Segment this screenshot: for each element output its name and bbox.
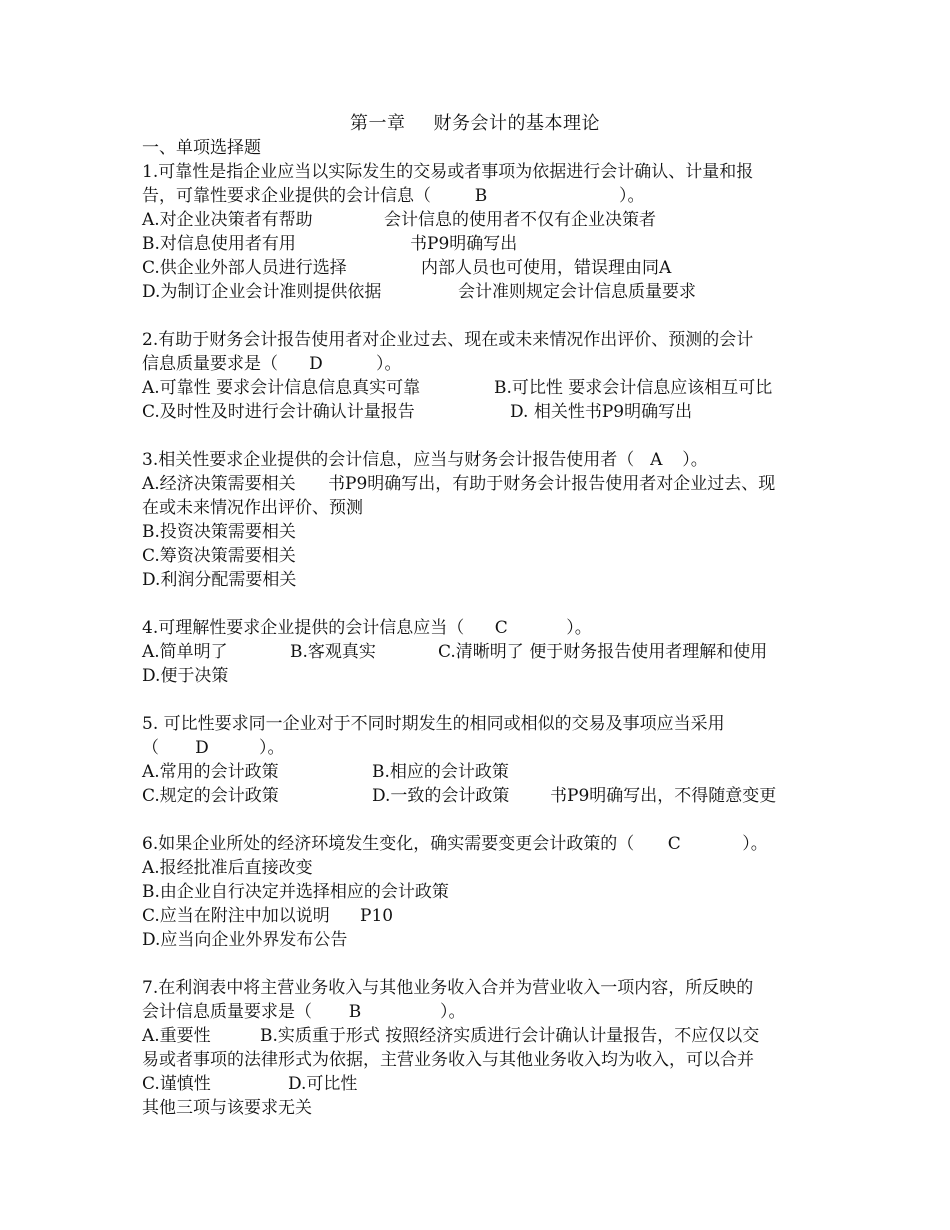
question-7-footnote: 其他三项与该要求无关 [142,1098,312,1118]
question-1-answer: B [474,186,488,206]
question-4-stem-text: 4.可理解性要求企业提供的会计信息应当（ [142,618,465,638]
option-text: B.对信息使用者有用 [142,234,296,254]
question-1-option-b [142,232,822,256]
question-4-answer: C [494,618,508,638]
chapter-name: 财务会计的基本理论 [433,113,600,134]
question-1-stem-line-2 [142,184,822,208]
question-3-option-d: D.利润分配需要相关 [142,570,297,590]
question-6-option-b: B.由企业自行决定并选择相应的会计政策 [142,882,449,902]
option-b: B.相应的会计政策 [372,762,509,782]
question-6-option-a: A.报经批准后直接改变 [142,858,313,878]
question-7-stem-text: 会计信息质量要求是（ [142,1002,312,1022]
question-5-stem-end: ）。 [259,738,285,758]
question-7-stem-end: ）。 [440,1002,466,1022]
question-2 [142,328,822,424]
question-2-stem-text: 信息质量要求是（ [142,354,278,374]
question-5-stem-line-2 [142,736,822,760]
question-6-stem-end: ）。 [742,834,768,854]
option-text: A.经济决策需要相关 [142,474,296,494]
question-3-option-c: C.筹资决策需要相关 [142,546,296,566]
question-3-stem [142,448,822,472]
option-text: A.对企业决策者有帮助 [142,210,313,230]
question-2-stem-line-2 [142,352,822,376]
option-a: A.简单明了 [142,642,228,662]
question-2-options-row-2 [142,400,822,424]
option-c: C.规定的会计政策 [142,786,279,806]
question-5-options-row-1 [142,760,822,784]
option-b: B.客观真实 [290,642,376,662]
question-5-options-row-2 [142,784,822,808]
option-note: 书P9明确写出，有助于财务会计报告使用者对企业过去、现 [328,474,776,494]
option-note: 会计准则规定会计信息质量要求 [458,282,696,302]
question-1-stem-line-1: 1.可靠性是指企业应当以实际发生的交易或者事项为依据进行会计确认、计量和报 [142,162,754,182]
option-note: 内部人员也可使用，错误理由同A [421,258,672,278]
question-7-stem-line-1: 7.在利润表中将主营业务收入与其他业务收入合并为营业收入一项内容，所反映的 [142,978,754,998]
question-3-option-a [142,472,822,496]
question-3 [142,448,822,592]
option-b: B.可比性 要求会计信息应该相互可比 [494,378,773,398]
question-6-option-d: D.应当向企业外界发布公告 [142,930,348,950]
question-4-stem-end: ）。 [566,618,592,638]
question-6-stem-text: 6.如果企业所处的经济环境发生变化，确实需要变更会计政策的（ [142,834,635,854]
question-7-options-row-1 [142,1024,822,1048]
option-text: D.为制订企业会计准则提供依据 [142,282,382,302]
chapter-number: 第一章 [350,113,406,134]
question-1-stem-end: ）。 [619,186,645,206]
document-body [142,136,822,1120]
question-6-option-c [142,904,822,928]
question-7-options-row-2 [142,1072,822,1096]
question-4-option-d: D.便于决策 [142,666,229,686]
question-4-options-row [142,640,822,664]
question-7 [142,976,822,1120]
question-7-answer: B [348,1002,362,1022]
page-title [0,112,950,136]
question-1 [142,160,822,304]
question-3-stem-end: ）。 [682,450,708,470]
question-5-answer: D [195,738,209,758]
question-6 [142,832,822,952]
option-a: A.可靠性 要求会计信息信息真实可靠 [142,378,421,398]
option-c: C.谨慎性 [142,1074,211,1094]
option-text: C.供企业外部人员进行选择 [142,258,347,278]
question-7-option-b-cont: 易或者事项的法律形式为依据，主营业务收入与其他业务收入均为收入，可以合并 [142,1050,754,1070]
option-c: C.清晰明了 便于财务报告使用者理解和使用 [438,642,768,662]
question-2-answer: D [309,354,323,374]
option-text: C.应当在附注中加以说明 [142,906,330,926]
option-c: C.及时性及时进行会计确认计量报告 [142,402,415,422]
question-1-stem-text: 告，可靠性要求企业提供的会计信息（ [142,186,431,206]
option-note: 书P9明确写出 [410,234,518,254]
question-1-option-d [142,280,822,304]
option-a: A.重要性 [142,1026,211,1046]
option-note: P10 [360,906,394,926]
question-7-stem-line-2 [142,1000,822,1024]
option-note: 会计信息的使用者不仅有企业决策者 [384,210,656,230]
option-b: B.实质重于形式 按照经济实质进行会计确认计量报告，不应仅以交 [260,1026,760,1046]
question-3-stem-text: 3.相关性要求企业提供的会计信息，应当与财务会计报告使用者（ [142,450,635,470]
question-6-answer: C [667,834,681,854]
question-1-option-a [142,208,822,232]
section-heading: 一、单项选择题 [142,138,261,158]
question-5-stem-open: （ [142,738,159,758]
question-3-option-b: B.投资决策需要相关 [142,522,296,542]
question-2-stem-line-1: 2.有助于财务会计报告使用者对企业过去、现在或未来情况作出评价、预测的会计 [142,330,754,350]
question-4-stem [142,616,822,640]
question-5-stem-line-1: 5. 可比性要求同一企业对于不同时期发生的相同或相似的交易及事项应当采用 [142,714,725,734]
option-d: D.可比性 [288,1074,358,1094]
option-d-note: 书P9明确写出，不得随意变更 [550,786,777,806]
option-d: D.一致的会计政策 [372,786,510,806]
question-5 [142,712,822,808]
option-d: D. 相关性书P9明确写出 [510,402,693,422]
question-1-option-c [142,256,822,280]
question-3-answer: A [650,450,663,470]
question-4 [142,616,822,688]
question-2-options-row-1 [142,376,822,400]
question-3-option-a-cont: 在或未来情况作出评价、预测 [142,498,363,518]
question-2-stem-end: ）。 [376,354,402,374]
question-6-stem [142,832,822,856]
option-a: A.常用的会计政策 [142,762,279,782]
